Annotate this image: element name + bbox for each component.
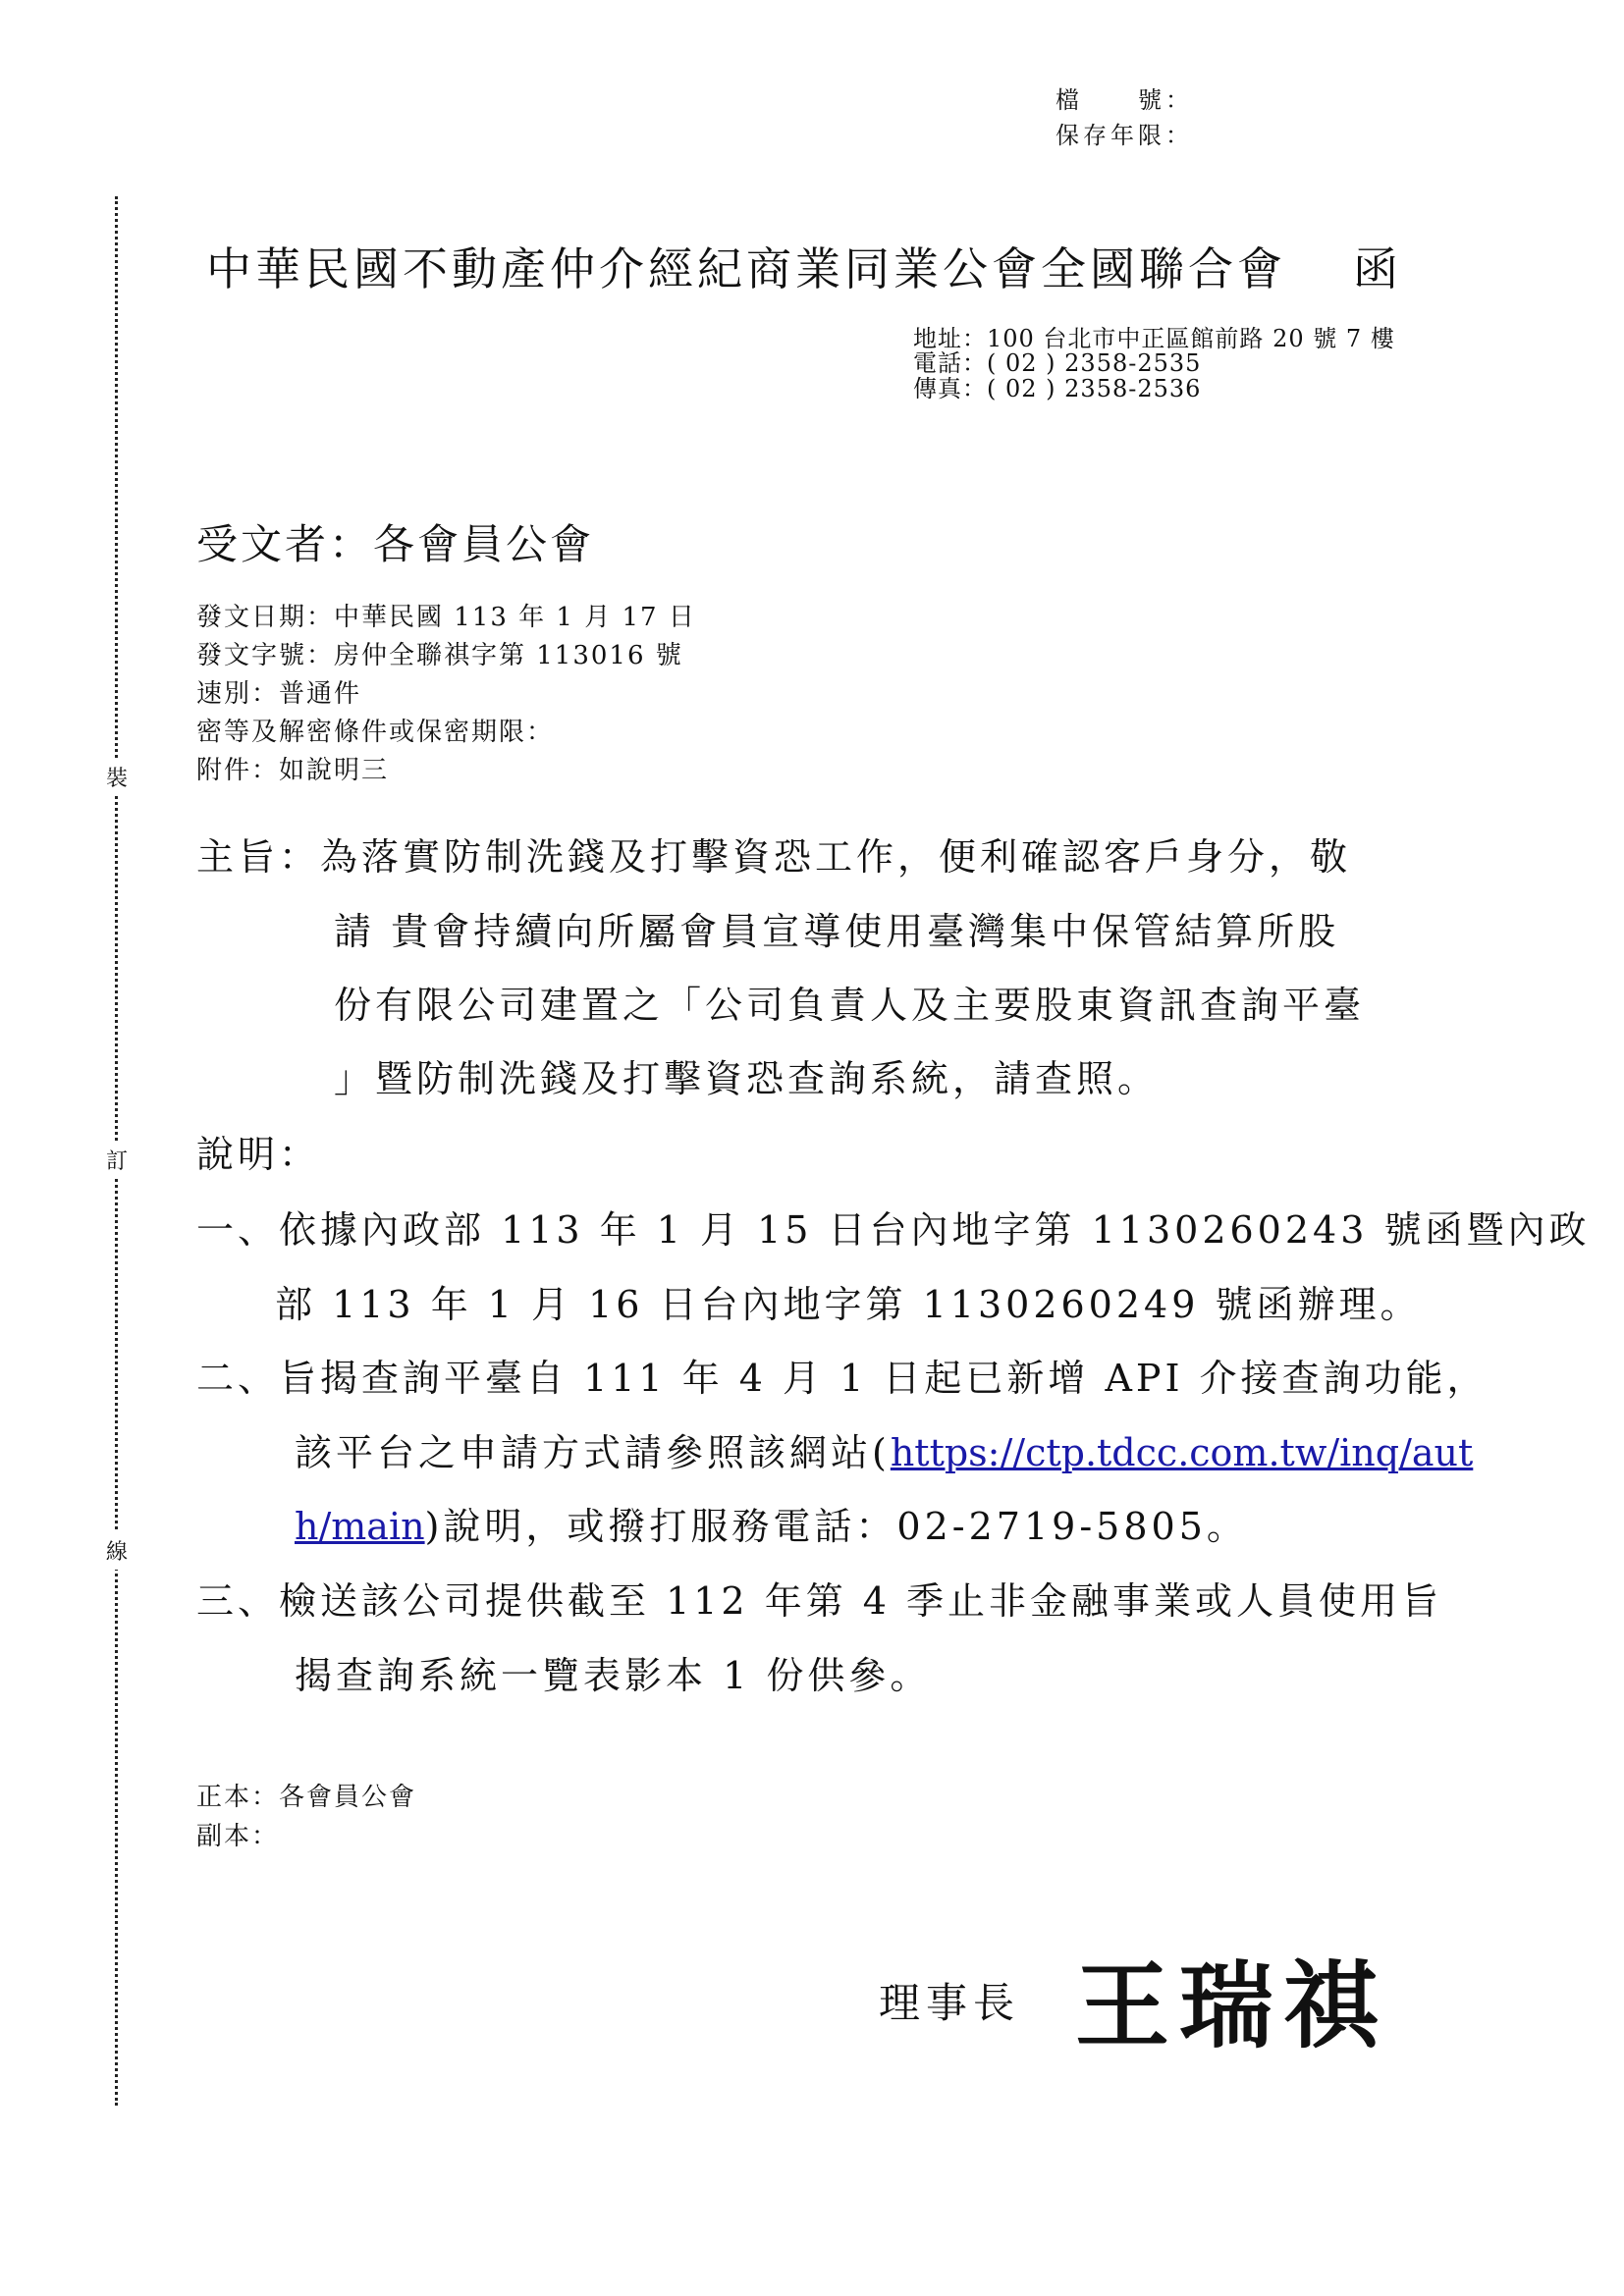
subject-line-4: 」暨防制洗錢及打擊資恐查詢系統，請查照。 — [334, 1057, 1160, 1100]
original-recipients: 正本：各會員公會 — [196, 1783, 417, 1812]
chairman-name: 王瑞祺 — [1075, 1950, 1387, 2061]
archive-file-number: 檔 號： — [1056, 86, 1193, 114]
explanation-item-3-line-2: 揭查詢系統一覽表影本 1 份供參。 — [295, 1654, 932, 1697]
delivery-speed: 速別：普通件 — [196, 679, 362, 709]
binding-mark-zhuang: 裝 — [102, 758, 132, 796]
contact-address: 地址：100 台北市中正區館前路 20 號 7 樓 — [913, 325, 1395, 352]
binding-mark-ding: 訂 — [102, 1141, 132, 1179]
explanation-item-1-line-2: 部 113 年 1 月 16 日台內地字第 1130260249 號函辦理。 — [275, 1283, 1422, 1326]
explanation-item-1-line-1: 一、依據內政部 113 年 1 月 15 日台內地字第 1130260243 號函暨內政 — [196, 1208, 1591, 1252]
issue-date: 發文日期：中華民國 113 年 1 月 17 日 — [196, 603, 696, 632]
explanation-item-2-line-3 — [295, 1496, 1248, 1550]
secrecy-level: 密等及解密條件或保密期限： — [196, 718, 555, 747]
binding-mark-xian: 線 — [102, 1531, 132, 1570]
explanation-item-2-suffix: )說明，或撥打服務電話：02-2719-5805。 — [424, 1505, 1248, 1548]
tdcc-website-link-part-1[interactable]: https://ctp.tdcc.com.tw/inq/aut — [890, 1431, 1474, 1474]
subject-line-1: 主旨：為落實防制洗錢及打擊資恐工作，便利確認客戶身分，敬 — [196, 835, 1352, 879]
contact-phone: 電話：( 02 ) 2358-2535 — [913, 349, 1202, 377]
explanation-item-2-prefix: 該平台之申請方式請參照該網站( — [295, 1431, 891, 1474]
archive-retention-period: 保存年限： — [1056, 122, 1193, 149]
recipient: 受文者：各會員公會 — [196, 520, 595, 568]
explanation-item-2-line-1: 二、旨揭查詢平臺自 111 年 4 月 1 日起已新增 API 介接查詢功能， — [196, 1357, 1489, 1400]
contact-fax: 傳真：( 02 ) 2358-2536 — [913, 375, 1202, 402]
organization-title: 中華民國不動產仲介經紀商業同業公會全國聯合會 — [206, 242, 1286, 295]
explanation-heading: 說明： — [196, 1133, 321, 1176]
document-number: 發文字號：房仲全聯祺字第 113016 號 — [196, 641, 683, 670]
tdcc-website-link-part-2[interactable]: h/main — [295, 1505, 425, 1548]
carbon-copy-recipients: 副本： — [196, 1822, 280, 1851]
explanation-item-2-line-2 — [295, 1422, 1473, 1476]
attachment: 附件：如說明三 — [196, 756, 390, 785]
document-type: 函 — [1353, 242, 1398, 295]
subject-line-3: 份有限公司建置之「公司負責人及主要股東資訊查詢平臺 — [334, 984, 1366, 1027]
explanation-item-3-line-1: 三、檢送該公司提供截至 112 年第 4 季止非金融事業或人員使用旨 — [196, 1579, 1443, 1623]
chairman-title: 理事長 — [879, 1979, 1021, 2027]
subject-line-2: 請 貴會持續向所屬會員宣導使用臺灣集中保管結算所股 — [334, 910, 1340, 953]
